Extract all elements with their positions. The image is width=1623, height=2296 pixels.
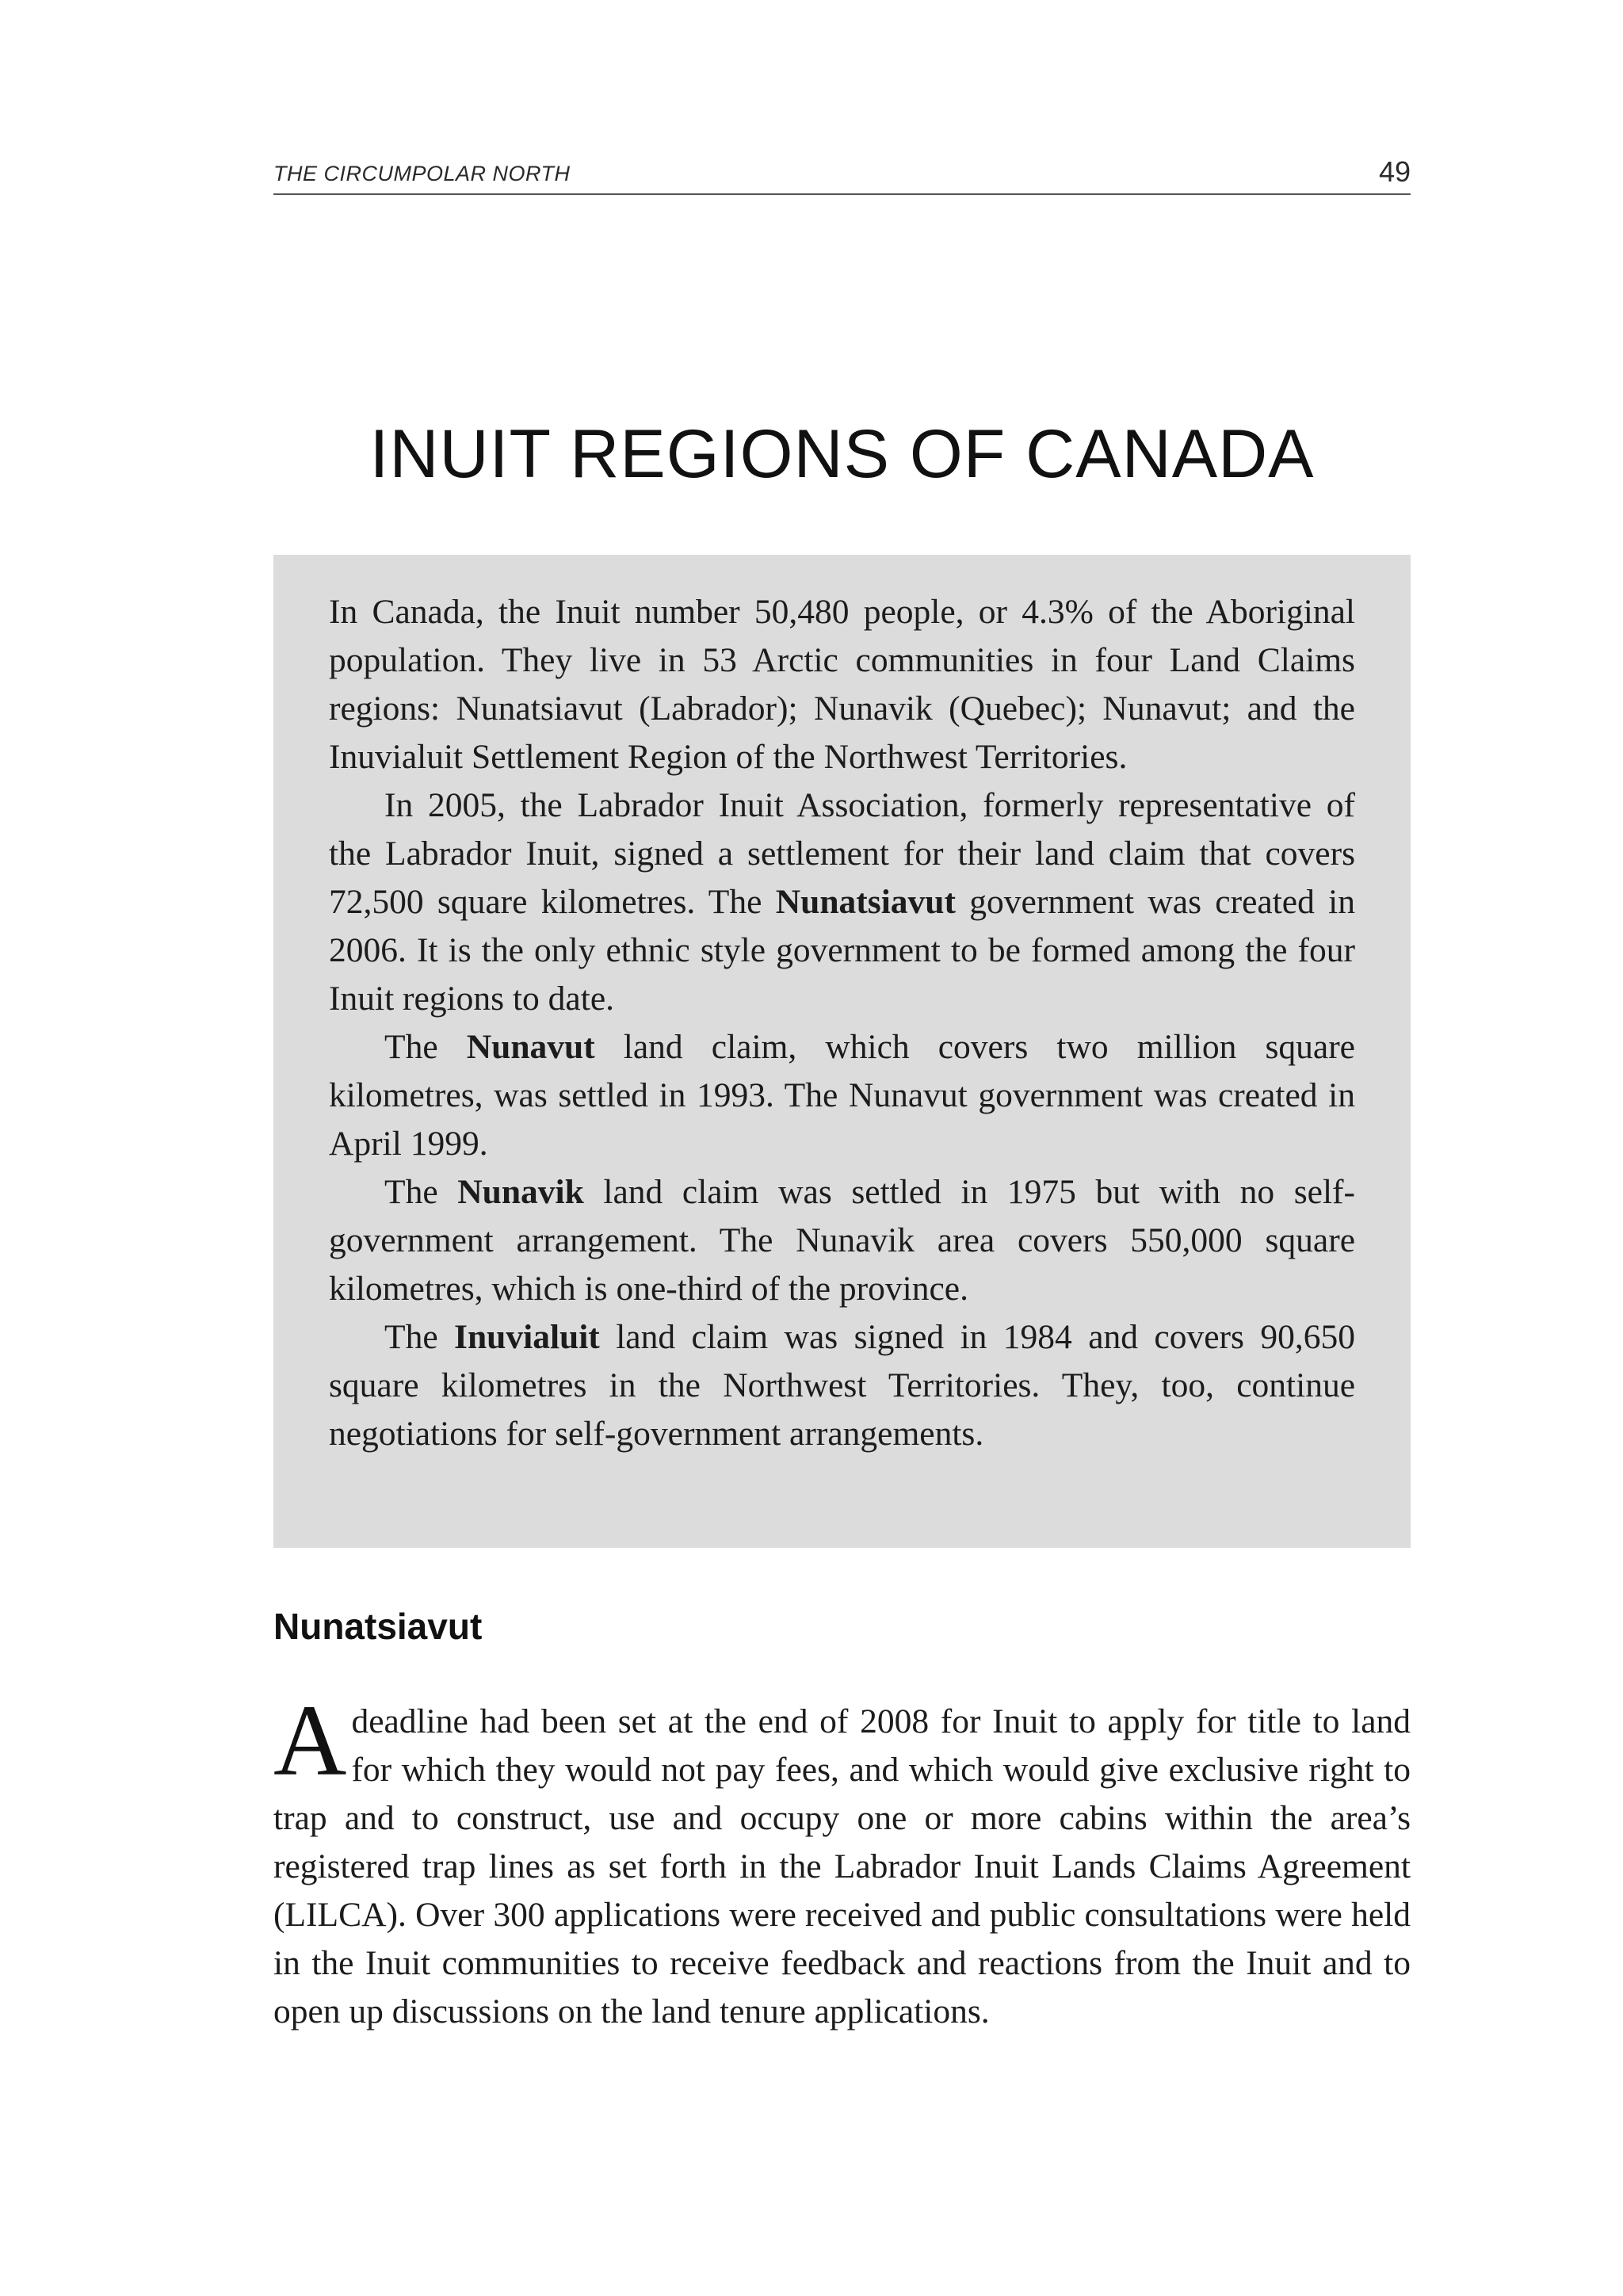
sidebar-paragraph-3-text: The: [384, 1028, 467, 1066]
page-number: 49: [1378, 155, 1411, 188]
section-body-paragraph: [273, 1684, 1411, 2036]
sidebar-paragraph-4-text-end: land claim was settled in 1975 but with no self-government arrangement. The Nunavik area covers 550,000 square kilometres, which is one-third of the province.: [329, 1173, 1356, 1308]
term-nunavik: Nunavik: [457, 1173, 584, 1211]
sidebar-paragraph-4: [329, 1168, 1355, 1313]
sidebar-paragraph-5: [329, 1313, 1355, 1458]
sidebar-paragraph-1: In Canada, the Inuit number 50,480 people, or 4.3% of the Aboriginal population. They live in 53 Arctic communities in four Land Claims regions: Nunatsiavut (Labrador); Nunavik (Quebec); Nunavut; and the Inuvialuit Settlement Region of the Northwest Territories.: [329, 593, 1355, 776]
summary-sidebar-box: [273, 555, 1411, 1548]
chapter-title: INUIT REGIONS OF CANADA: [369, 416, 1315, 492]
section-body-text: deadline had been set at the end of 2008 for Inuit to apply for title to land for which they would not pay fees, and which would give exclusive right to trap and to construct, use and occupy one or more cabins within the area’s registered trap lines as set forth in the Labrador Inuit Lands Claims Agreement (LILCA). Over 300 applications were received and public consultations were held in the Inuit communities to receive feedback and reactions from the Inuit and to open up discussions on the land tenure applications.: [273, 1702, 1411, 2030]
running-header: [273, 155, 1411, 195]
sidebar-paragraph-2-text-end: government was created in 2006. It is the only ethnic style government to be formed among the four Inuit regions to date.: [329, 883, 1356, 1018]
section-heading: Nunatsiavut: [273, 1606, 483, 1647]
sidebar-paragraph-2: [329, 781, 1355, 1023]
term-nunavut: Nunavut: [466, 1028, 595, 1066]
sidebar-paragraph-5-text-end: land claim was signed in 1984 and covers 90,650 square kilometres in the Northwest Territories. They, too, continue negotiations for self-government arrangements.: [329, 1318, 1355, 1453]
sidebar-paragraph-3-text-end: land claim, which covers two million square kilometres, was settled in 1993. The Nunavut government was created in April 1999.: [329, 1028, 1355, 1163]
drop-cap: A: [273, 1684, 347, 1797]
sidebar-paragraph-3: [329, 1023, 1355, 1168]
sidebar-paragraph-2-text: In 2005, the Labrador Inuit Association, formerly representative of the Labrador Inuit, signed a settlement for their land claim that covers 72,500 square kilometres. The: [329, 786, 1355, 921]
sidebar-paragraph-5-text: The: [384, 1318, 455, 1356]
term-nunatsiavut: Nunatsiavut: [775, 883, 956, 921]
term-inuvialuit: Inuvialuit: [454, 1318, 600, 1356]
running-title: THE CIRCUMPOLAR NORTH: [273, 162, 571, 185]
sidebar-paragraph-4-text: The: [384, 1173, 458, 1211]
